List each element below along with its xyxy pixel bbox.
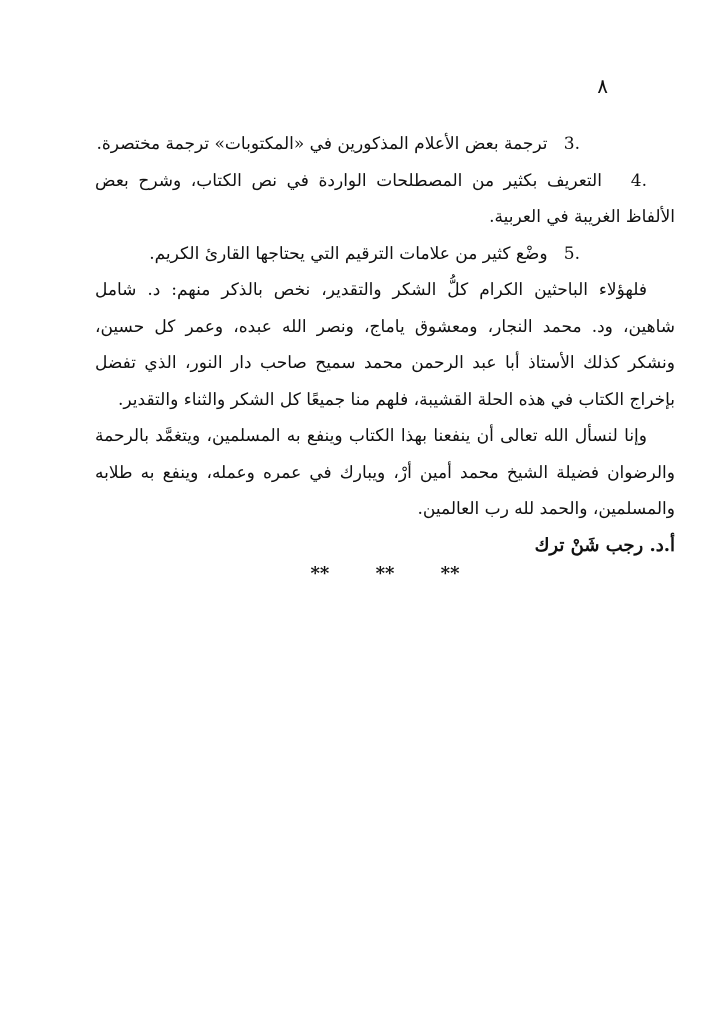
section-separator: ** ** ** [310, 563, 460, 584]
list-item [95, 163, 675, 200]
paragraph-line: والرضوان فضيلة الشيخ محمد أمين أرْ، ويبارك في عمره وعمله، وينفع به طلابه [95, 462, 675, 483]
list-item-number: 3. [563, 134, 580, 154]
list-item-text: ترجمة بعض الأعلام المذكورين في «المكتوبات» ترجمة مختصرة. [96, 134, 548, 154]
list-item [95, 236, 675, 273]
body-text [95, 126, 675, 564]
list-item-text: التعريف بكثير من المصطلحات الواردة في نص الكتاب، وشرح بعض [95, 170, 602, 191]
list-item-continuation: الألفاظ الغريبة في العربية. [489, 207, 675, 227]
list-item-number: 5. [563, 243, 580, 264]
list-item-text: وضْع كثير من علامات الترقيم التي يحتاجها القارئ الكريم. [149, 243, 548, 264]
paragraph-line: وإنا لنسأل الله تعالى أن ينفعنا بهذا الكتاب وينفع به المسلمين، ويتغمَّد بالرحمة [95, 426, 647, 446]
paragraph-line: والمسلمين، والحمد لله رب العالمين. [417, 499, 675, 519]
paragraph-line: بإخراج الكتاب في هذه الحلة القشيبة، فلهم منا جميعًا كل الشكر والثناء والتقدير. [118, 389, 675, 410]
paragraph-line: شاهين، ود. محمد النجار، ومعشوق ياماج، ونصر الله عبده، وعمر كل حسين، [95, 316, 675, 337]
paragraph-line: ونشكر كذلك الأستاذ أبا عبد الرحمن محمد سميح صاحب دار النور، الذي تفضل [95, 353, 675, 373]
list-item [95, 126, 675, 163]
page-number: ٨ [597, 74, 608, 98]
paragraph-line: فلهؤلاء الباحثين الكرام كلُّ الشكر والتقدير، نخص بالذكر منهم: د. شامل [95, 280, 647, 300]
author-signature: أ.د. رجب شَنْ ترك [534, 534, 675, 556]
list-item-number: 4. [630, 170, 647, 191]
